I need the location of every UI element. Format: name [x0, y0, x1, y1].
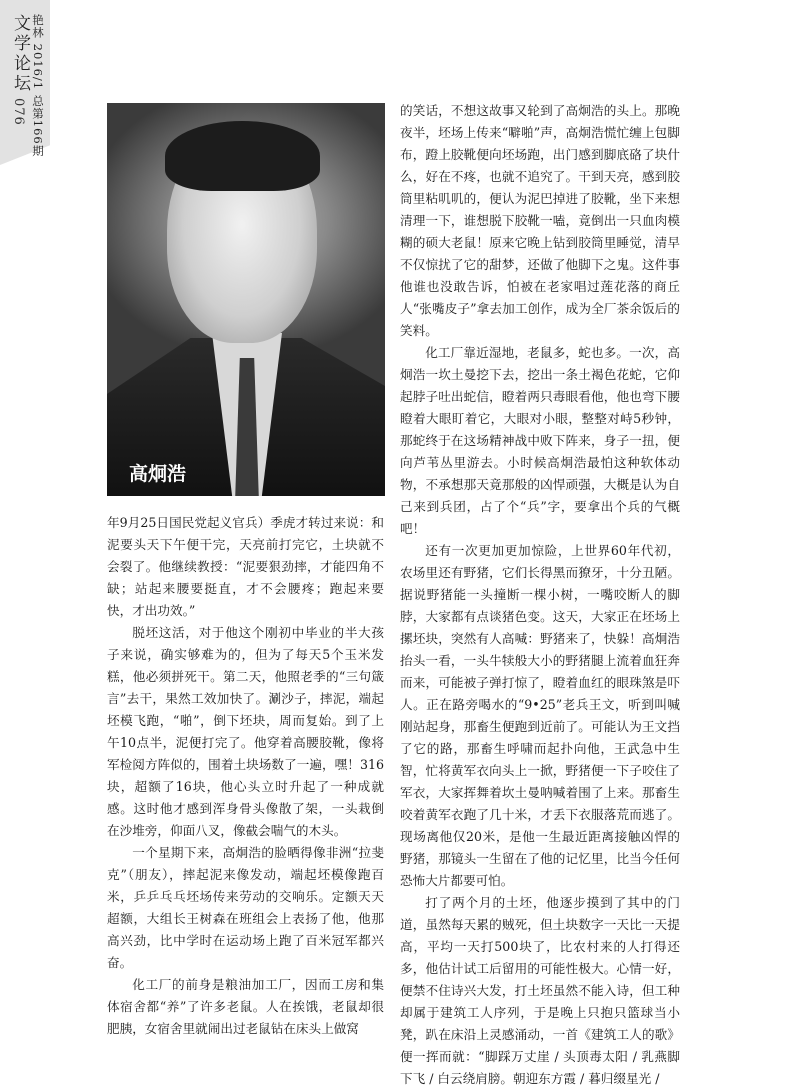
- issue-info: 艳林 2016/1 总第166期: [31, 14, 45, 158]
- portrait-hair: [165, 121, 320, 191]
- paragraph: 打了两个月的土坯，他逐步摸到了其中的门道，虽然每天累的贼死，但土块数字一天比一天提高，平均一天打500块了，比农村来的人打得还多，他估计试工后留用的可能性极大。心情一好，便禁不住诗兴大发，打土坯虽然不能入诗，但工种却属于建筑工人序列，于是晚上只抱只篮球当小凳，趴在床沿上灵感涌动，一首《建筑工人的歌》便一挥而就：“脚踩万丈崖 / 头顶毒太阳 / 乳燕脚下飞 / 白云绕肩膀。朝迎东方霞 / 暮归缀星光 /: [400, 895, 680, 1086]
- left-column: [107, 512, 384, 1040]
- right-column: [400, 100, 680, 1090]
- photo-caption: 高炯浩: [129, 463, 187, 485]
- magazine-name: 文学论坛: [10, 14, 30, 94]
- paragraph: 还有一次更加更加惊险，上世界60年代初，农场里还有野猪，它们长得黑而獠牙，十分丑陋。据说野猪能一头撞断一棵小树，一嘴咬断人的脚脖，大家都有点谈猪色变。这天，大家正在坯场上摞坯块，突然有人高喊：野猪来了，快躲！高炯浩抬头一看，一头牛犊般大小的野猪腿上流着血狂奔而来，可能被子弹打惊了，瞪着血红的眼珠煞是吓人。正在路旁喝水的“9•25”老兵王文，听到叫喊刚站起身，那畜生便跑到近前了。可能认为王文挡了它的路，那畜生呼啸而起扑向他，王武急中生智，忙将黄军衣向头上一掀，野猪便一下子咬住了军衣，大家挥舞着坎土曼呐喊着围了上来。那畜生咬着黄军衣跑了几十米，才丢下衣服落荒而逃了。现场离他仅20米，是他一生最近距离接触凶悍的野猪，那镜头一生留在了他的记忆里，比当今任何恐怖大片都要可怕。: [400, 543, 680, 888]
- paragraph: 化工厂的前身是粮油加工厂，因而工房和集体宿舍都“养”了许多老鼠。人在挨饿，老鼠却很肥胰，女宿舍里就闹出过老鼠钻在床头上做窝: [107, 977, 384, 1036]
- paragraph: 一个星期下来，高炯浩的脸晒得像非洲“拉斐克”（朋友），摔起泥来像发动，端起坯模像跑百米，乒乒乓乓坯场传来劳动的交响乐。定额天天超额，大组长王树森在班组会上表扬了他，他那高兴劲，比中学时在运动场上跑了百米冠军都兴奋。: [107, 845, 384, 970]
- paragraph: 化工厂靠近湿地，老鼠多，蛇也多。一次，高炯浩一坎土曼挖下去，挖出一条土褐色花蛇，它仰起脖子吐出蛇信，瞪着两只毒眼看他，他也弯下腰瞪着大眼盯着它，大眼对小眼，整整对峙5秒钟，那蛇终于在这场精神战中败下阵来，身子一扭，便向芦苇丛里游去。小时候高炯浩最怕这种软体动物，不承想那天竟那般的凶悍顽强，大概是认为自己来到兵团，占了个“兵”字，要拿出个兵的气概吧！: [400, 345, 680, 536]
- paragraph: 的笑话，不想这故事又轮到了高炯浩的头上。那晚夜半，坯场上传来“噼啪”声，高炯浩慌忙缠上包脚布，蹬上胶靴便向坯场跑，出门感到脚底硌了块什么，好在不疼，也就不追究了。干到天亮，感到胶筒里粘叽叽的，便认为泥巴掉进了胶靴，坐下来想清理一下，谁想脱下胶靴一嗑，竟倒出一只血肉模糊的硕大老鼠！原来它晚上钻到胶筒里睡觉，清早不仅惊扰了它的甜梦，还做了他脚下之鬼。这件事他谁也没敢告诉，怕被在老家唱过莲花落的商丘人“张嘴皮子”拿去加工创作，成为全厂茶余饭后的笑料。: [400, 103, 680, 338]
- portrait-photo: [107, 103, 385, 496]
- paragraph: 年9月25日国民党起义官兵）季虎才转过来说：和泥要头天下午便干完，天亮前打完它，土块就不会裂了。他继续教授：“泥要狠劲摔，才能四角不缺；站起来腰要挺直，才不会腰疼；跑起来要快，才出功效。”: [107, 515, 384, 618]
- paragraph: 脱坯这活，对于他这个刚初中毕业的半大孩子来说，确实够难为的，但为了每天5个玉米发糕，他必须拼死干。第二天，他照老季的“三句箴言”去干，果然工效加快了。涮沙子，摔泥，端起坯模飞跑，“啪”，倒下坯块，周而复始。到了上午10点半，泥便打完了。他穿着高腰胶靴，像将军检阅方阵似的，围着土块场数了一遍，嘿！316块，超额了16块，他心头立时升起了一种成就感。这时他才感到浑身骨头像散了架，一头栽倒在沙堆旁，仰面八叉，像截会喘气的木头。: [107, 625, 384, 838]
- page-number: 076: [11, 98, 26, 126]
